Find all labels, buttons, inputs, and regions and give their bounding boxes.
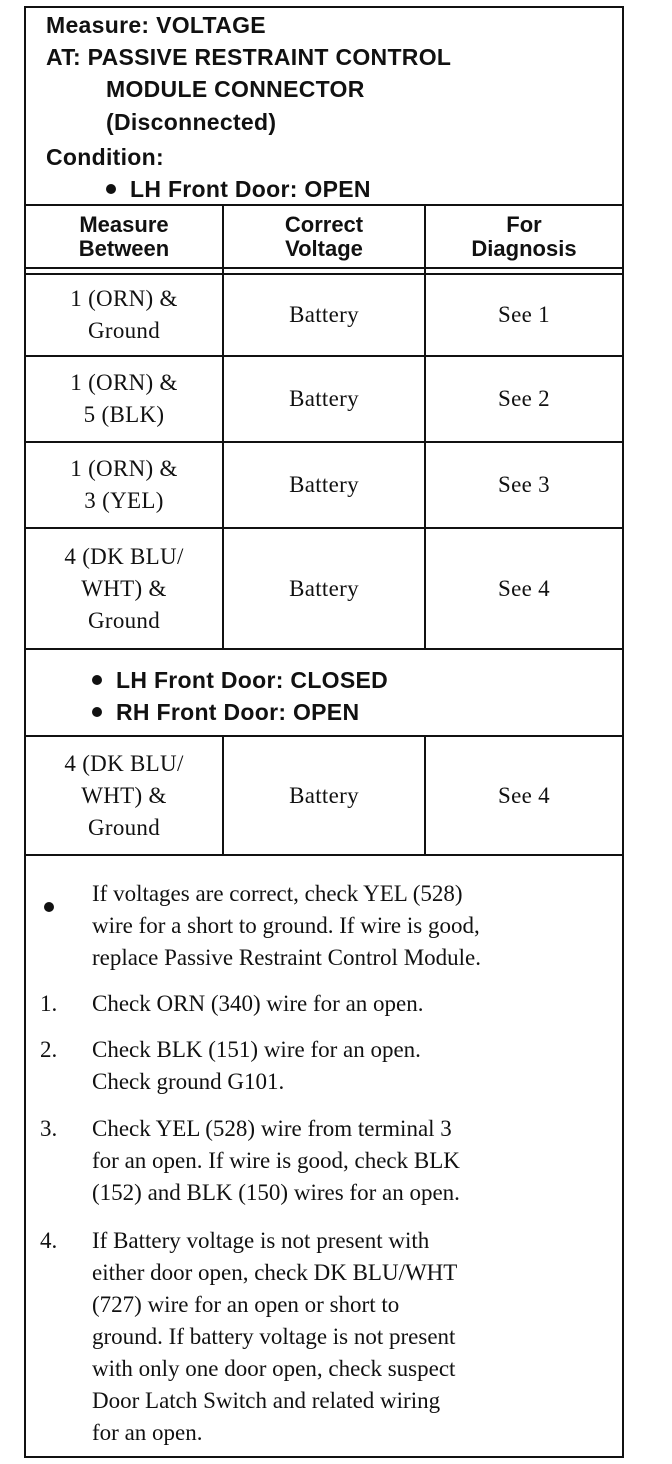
- cell-text: Ground: [87, 814, 161, 840]
- table-row-diagnosis: See 2: [498, 386, 550, 411]
- note-line: with only one door open, check suspect: [92, 1356, 456, 1381]
- column-header-diagnosis: [426, 206, 622, 267]
- note-number: 2.: [40, 1037, 58, 1062]
- cell-text: 1 (ORN) &: [70, 456, 178, 481]
- table-row-voltage: Battery: [289, 302, 359, 327]
- note-line: Check YEL (528) wire from terminal 3: [92, 1116, 452, 1141]
- note-number: 1.: [40, 991, 58, 1016]
- note-number: 3.: [40, 1116, 58, 1141]
- condition-text: LH Front Door: OPEN: [130, 176, 371, 202]
- condition-item: [92, 696, 359, 728]
- divider: [26, 854, 622, 856]
- table-row-voltage: Battery: [289, 782, 359, 808]
- condition-item: [106, 174, 371, 204]
- divider: [26, 267, 622, 269]
- cell-text: 3 (YEL): [84, 488, 164, 513]
- note-line: ground. If battery voltage is not present: [92, 1324, 456, 1349]
- header-text: Diagnosis: [471, 235, 577, 261]
- table-row-diagnosis: See 1: [498, 302, 550, 327]
- table-row-measure: [26, 275, 222, 355]
- cell-text: 5 (BLK): [83, 402, 165, 427]
- column-header-voltage: [224, 206, 424, 267]
- cell-text: Ground: [87, 318, 161, 343]
- condition-item: [92, 664, 388, 696]
- table-row-measure: [26, 357, 222, 441]
- cell-text: 4 (DK BLU/: [64, 750, 184, 776]
- bullet-icon: [92, 707, 102, 717]
- note-line: for an open. If wire is good, check BLK: [92, 1148, 460, 1173]
- table-row-diagnosis: See 4: [498, 575, 550, 601]
- table-row-diagnosis: See 4: [498, 782, 550, 808]
- note-line: (152) and BLK (150) wires for an open.: [92, 1180, 460, 1205]
- note-line: replace Passive Restraint Control Module.: [92, 945, 482, 970]
- bullet-icon: [106, 184, 116, 194]
- condition-text: RH Front Door: OPEN: [116, 699, 360, 725]
- cell-text: 4 (DK BLU/: [64, 543, 184, 569]
- table-row-voltage: Battery: [289, 575, 359, 601]
- note-line: Check ORN (340) wire for an open.: [92, 991, 424, 1016]
- header-text: Between: [78, 235, 170, 261]
- measure-title: Measure: VOLTAGE: [46, 12, 266, 38]
- note-line: (727) wire for an open or short to: [92, 1292, 400, 1317]
- divider: [26, 648, 622, 650]
- table-row-measure: [26, 443, 222, 527]
- note-line: Check BLK (151) wire for an open.: [92, 1037, 421, 1062]
- table-row-voltage: Battery: [289, 386, 359, 411]
- note-line: Check ground G101.: [92, 1069, 285, 1094]
- at-line-2: MODULE CONNECTOR: [106, 76, 365, 102]
- note-line: If Battery voltage is not present with: [92, 1228, 430, 1253]
- at-line-1: AT: PASSIVE RESTRAINT CONTROL: [46, 44, 452, 70]
- diagnostic-chart: [24, 6, 624, 1458]
- header-text: Voltage: [285, 235, 363, 261]
- bullet-icon: [92, 675, 102, 685]
- note-line: wire for a short to ground. If wire is good,: [92, 913, 480, 938]
- header-text: Measure: [79, 211, 169, 237]
- table-row-voltage: Battery: [289, 472, 359, 497]
- header-text: For: [506, 211, 542, 237]
- note-line: for an open.: [92, 1420, 203, 1445]
- table-row-measure: [26, 529, 222, 648]
- column-header-measure: [26, 206, 222, 267]
- table-row-diagnosis: See 3: [498, 472, 550, 497]
- note-line: If voltages are correct, check YEL (528): [92, 881, 463, 906]
- condition-label: Condition:: [46, 144, 164, 170]
- cell-text: 1 (ORN) &: [70, 370, 178, 395]
- cell-text: WHT) &: [81, 782, 167, 808]
- cell-text: 1 (ORN) &: [70, 286, 178, 311]
- condition-text: LH Front Door: CLOSED: [116, 667, 389, 693]
- bullet-icon: [40, 878, 54, 910]
- table-row-measure: [26, 737, 222, 854]
- chart-header: [26, 8, 622, 204]
- cell-text: Ground: [87, 607, 161, 633]
- note-line: Door Latch Switch and related wiring: [92, 1388, 441, 1413]
- at-line-3: (Disconnected): [106, 109, 277, 135]
- cell-text: WHT) &: [81, 575, 167, 601]
- note-line: either door open, check DK BLU/WHT: [92, 1260, 458, 1285]
- header-text: Correct: [284, 211, 364, 237]
- note-number: 4.: [40, 1228, 58, 1253]
